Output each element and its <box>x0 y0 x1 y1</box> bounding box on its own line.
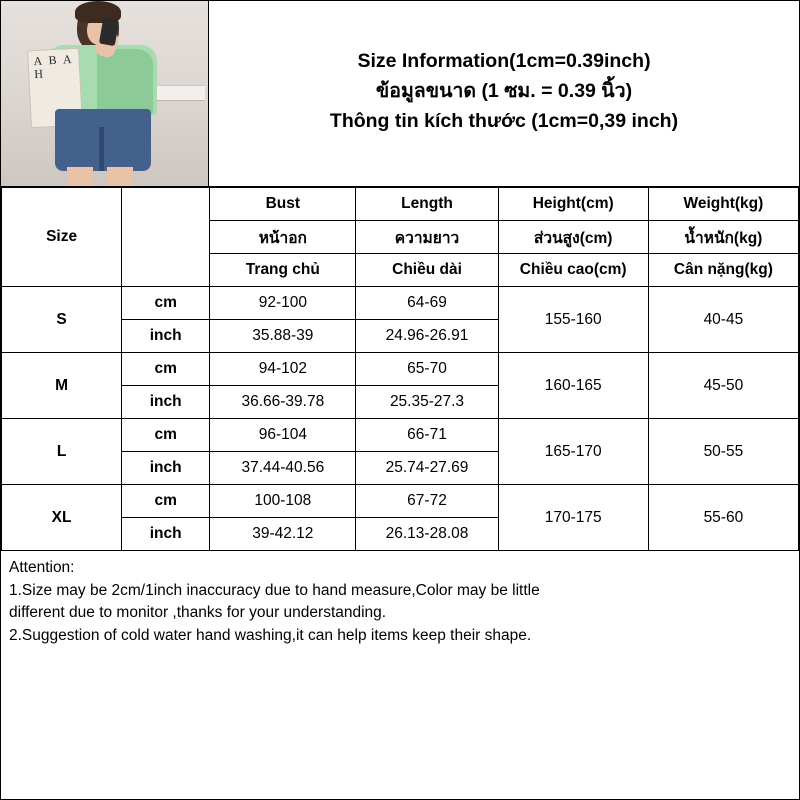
header-unit-blank <box>122 188 210 287</box>
header-bust-en: Bust <box>210 188 356 221</box>
header-height-th: ส่วนสูง(cm) <box>498 221 648 254</box>
attention-title: Attention: <box>9 559 75 576</box>
header-height-vi: Chiều cao(cm) <box>498 254 648 287</box>
bust-inch-l: 37.44-40.56 <box>210 452 356 485</box>
height-l: 165-170 <box>498 419 648 485</box>
header-bust-vi: Trang chủ <box>210 254 356 287</box>
unit-cm-xl: cm <box>122 485 210 518</box>
bust-inch-xl: 39-42.12 <box>210 518 356 551</box>
product-photo <box>1 1 209 186</box>
unit-inch-xl: inch <box>122 518 210 551</box>
title-english: Size Information(1cm=0.39inch) <box>357 49 651 72</box>
row-size-s: S <box>2 287 122 353</box>
unit-inch-s: inch <box>122 320 210 353</box>
attention-block <box>1 551 799 647</box>
unit-inch-l: inch <box>122 452 210 485</box>
table-row <box>2 287 799 320</box>
length-inch-l: 25.74-27.69 <box>356 452 498 485</box>
bust-inch-s: 35.88-39 <box>210 320 356 353</box>
bust-inch-m: 36.66-39.78 <box>210 386 356 419</box>
header-height-en: Height(cm) <box>498 188 648 221</box>
table-row <box>2 419 799 452</box>
bust-cm-m: 94-102 <box>210 353 356 386</box>
bust-cm-l: 96-104 <box>210 419 356 452</box>
attention-line-3: 2.Suggestion of cold water hand washing,it can help items keep their shape. <box>9 626 532 644</box>
length-cm-xl: 67-72 <box>356 485 498 518</box>
header-length-en: Length <box>356 188 498 221</box>
length-inch-xl: 26.13-28.08 <box>356 518 498 551</box>
photo-shirt-shadow <box>97 49 153 115</box>
photo-leg-right <box>107 167 133 186</box>
header-weight-th: น้ำหนัก(kg) <box>648 221 798 254</box>
header-size-label: Size <box>2 188 122 287</box>
length-inch-m: 25.35-27.3 <box>356 386 498 419</box>
weight-m: 45-50 <box>648 353 798 419</box>
height-s: 155-160 <box>498 287 648 353</box>
length-inch-s: 24.96-26.91 <box>356 320 498 353</box>
unit-inch-m: inch <box>122 386 210 419</box>
header-bust-th: หน้าอก <box>210 221 356 254</box>
size-table <box>1 187 799 551</box>
header-length-th: ความยาว <box>356 221 498 254</box>
unit-cm-l: cm <box>122 419 210 452</box>
header-length-vi: Chiều dài <box>356 254 498 287</box>
unit-cm-m: cm <box>122 353 210 386</box>
weight-xl: 55-60 <box>648 485 798 551</box>
row-size-m: M <box>2 353 122 419</box>
row-size-l: L <box>2 419 122 485</box>
height-xl: 170-175 <box>498 485 648 551</box>
table-row <box>2 485 799 518</box>
unit-cm-s: cm <box>122 287 210 320</box>
header-area <box>1 1 799 187</box>
height-m: 160-165 <box>498 353 648 419</box>
photo-denim-shorts <box>55 109 151 171</box>
table-row <box>2 353 799 386</box>
length-cm-m: 65-70 <box>356 353 498 386</box>
attention-line-1: 1.Size may be 2cm/1inch inaccuracy due to hand measure,Color may be little <box>9 581 540 599</box>
header-weight-vi: Cân nặng(kg) <box>648 254 798 287</box>
bust-cm-xl: 100-108 <box>210 485 356 518</box>
weight-s: 40-45 <box>648 287 798 353</box>
length-cm-l: 66-71 <box>356 419 498 452</box>
header-weight-en: Weight(kg) <box>648 188 798 221</box>
title-thai: ข้อมูลขนาด (1 ซม. = 0.39 นิ้ว) <box>375 79 633 102</box>
weight-l: 50-55 <box>648 419 798 485</box>
photo-tote-bag: A B A H <box>27 48 83 129</box>
title-block <box>209 1 799 186</box>
table-header-row-en <box>2 188 799 221</box>
row-size-xl: XL <box>2 485 122 551</box>
attention-line-2: different due to monitor ,thanks for your understanding. <box>9 604 387 621</box>
title-vietnamese: Thông tin kích thước (1cm=0,39 inch) <box>329 109 679 132</box>
bust-cm-s: 92-100 <box>210 287 356 320</box>
length-cm-s: 64-69 <box>356 287 498 320</box>
photo-leg-left <box>67 167 93 186</box>
